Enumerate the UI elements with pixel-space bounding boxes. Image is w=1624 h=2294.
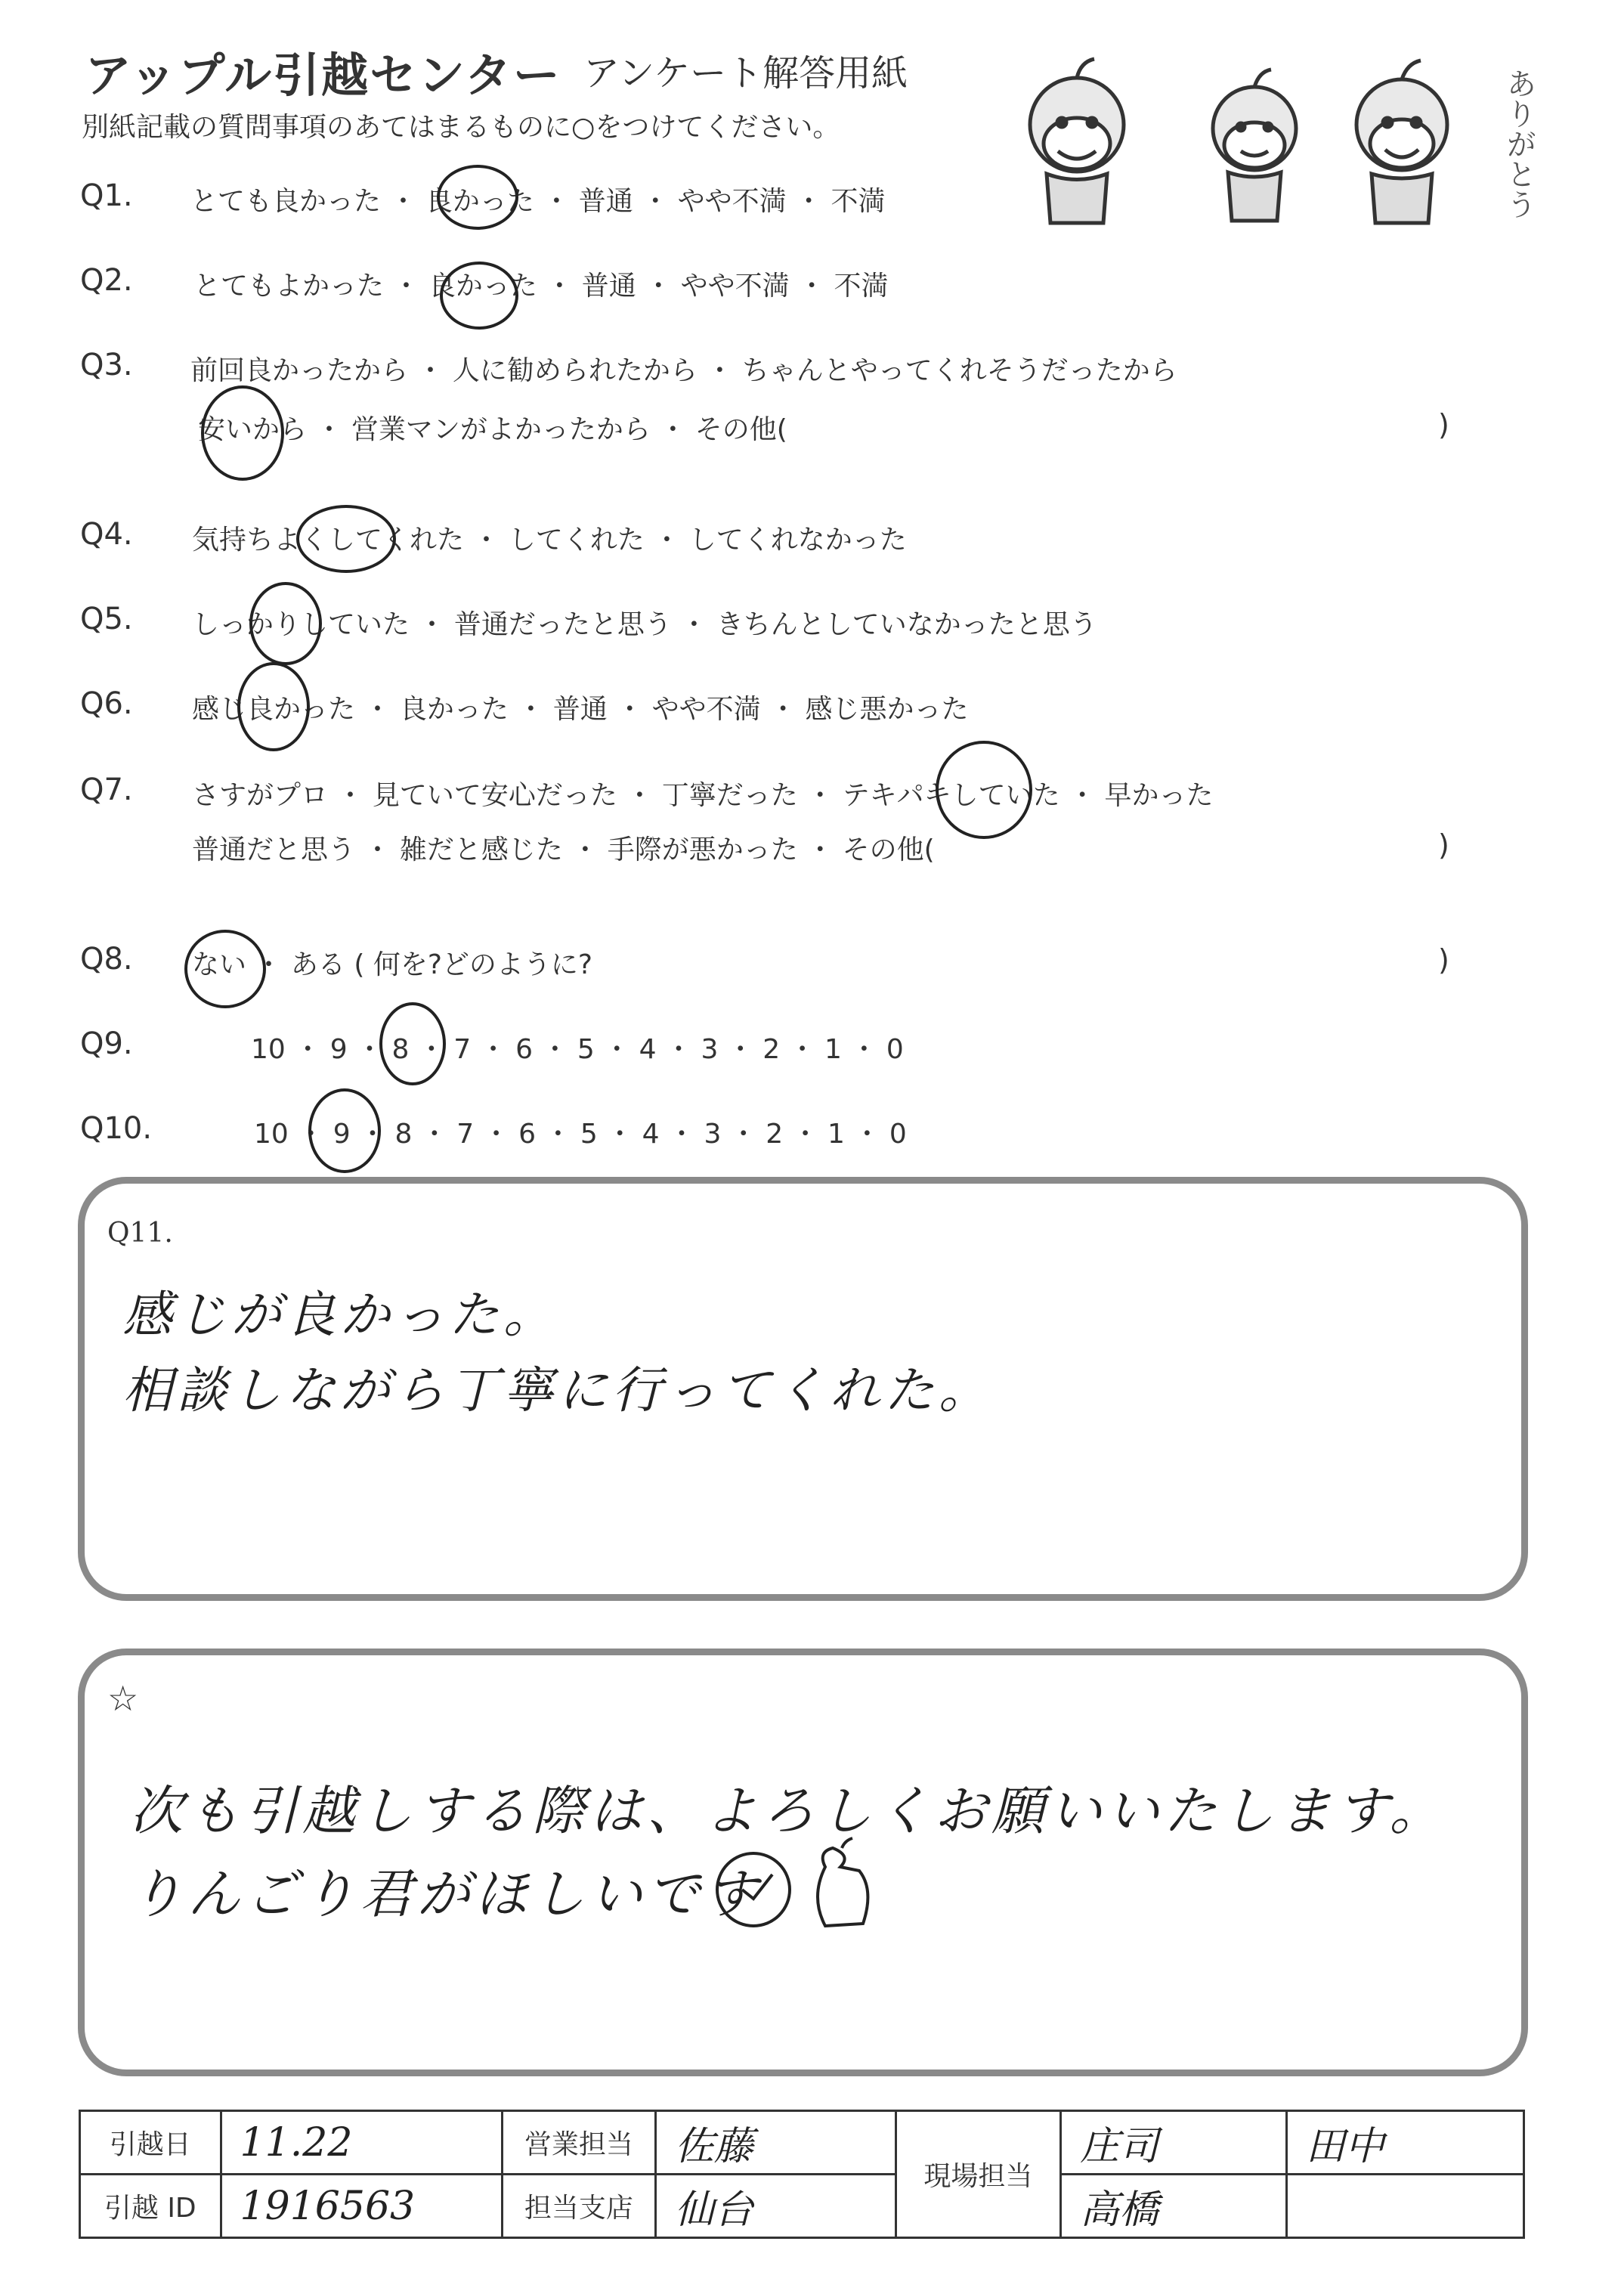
star-handwritten-line2: りんごり君がほしいです: [130, 1863, 762, 1925]
q8-label: Q8.: [80, 942, 133, 977]
sales-staff-value: 佐藤: [655, 2111, 896, 2175]
q3-options-line2: 安いから ・ 営業マンがよかったから ・ その他(: [198, 414, 787, 445]
q3-close-paren: ): [1438, 408, 1449, 441]
site-staff-4: [1286, 2175, 1523, 2238]
q11-handwritten-line2: 相談しながら丁寧に行ってくれた。: [122, 1361, 993, 1419]
q1-selection-circle: [437, 165, 518, 230]
q9-label: Q9.: [80, 1026, 133, 1061]
q7-close-paren: ): [1438, 828, 1449, 862]
branch-value: 仙台: [655, 2175, 896, 2238]
site-staff-label: 現場担当: [896, 2111, 1060, 2238]
site-staff-2: 田中: [1286, 2111, 1523, 2175]
q4-selection-circle: [296, 505, 396, 573]
q6-options: 感じ良かった ・ 良かった ・ 普通 ・ やや不満 ・ 感じ悪かった: [192, 694, 969, 725]
site-staff-1: 庄司: [1061, 2111, 1287, 2175]
q7-label: Q7.: [80, 772, 133, 807]
star-handwritten-line1: 次も引越しする際は、よろしくお願いいたします。: [130, 1780, 1447, 1842]
q5-label: Q5.: [80, 602, 133, 636]
q8-close-paren: ): [1438, 943, 1449, 977]
monkey-mascot-2-icon: [1213, 70, 1296, 221]
q9-options: 10 ・ 9 ・ 8 ・ 7 ・ 6 ・ 5 ・ 4 ・ 3 ・ 2 ・ 1 ・ 0: [251, 1034, 904, 1065]
form-title: アンケート解答用紙: [583, 52, 908, 94]
q3-selection-circle: [201, 385, 284, 481]
q7-selection-circle: [936, 741, 1032, 839]
q11-handwritten-line1: 感じが良かった。: [122, 1286, 558, 1344]
branch-label: 担当支店: [503, 2175, 656, 2238]
monkey-mascot-3-icon: [1356, 60, 1447, 223]
move-id-label: 引越 ID: [80, 2175, 221, 2238]
q2-label: Q2.: [80, 263, 133, 298]
mascot-caption: ありがとう: [1502, 68, 1536, 219]
q4-label: Q4.: [80, 517, 133, 552]
q3-options-line1: 前回良かったから ・ 人に勧められたから ・ ちゃんとやってくれそうだったから: [190, 355, 1177, 386]
star-comment-box: [78, 1649, 1528, 2076]
q1-label: Q1.: [80, 178, 133, 213]
q7-options-line2: 普通だと思う ・ 雑だと感じた ・ 手際が悪かった ・ その他(: [192, 834, 935, 865]
q3-label: Q3.: [80, 348, 133, 382]
apple-doodle-icon: [712, 1837, 893, 1935]
move-date-value: 11.22: [221, 2111, 502, 2175]
company-title: アップル引越センター: [85, 48, 561, 103]
q8-options: ない ・ ある ( 何を?どのように?: [192, 949, 593, 980]
q5-selection-circle: [249, 582, 322, 665]
star-icon: ☆: [107, 1678, 139, 1719]
instruction-text: 別紙記載の質問事項のあてはまるものに○をつけてください。: [82, 112, 840, 143]
q4-options: 気持ちよくしてくれた ・ してくれた ・ してくれなかった: [192, 525, 907, 556]
q6-selection-circle: [237, 662, 310, 751]
monkey-mascot-1-icon: [1030, 59, 1124, 223]
mascot-illustration: [1005, 53, 1536, 242]
q2-options: とてもよかった ・ 良かった ・ 普通 ・ やや不満 ・ 不満: [193, 271, 889, 302]
q7-options-line1: さすがプロ ・ 見ていて安心だった ・ 丁寧だった ・ テキパキしていた ・ 早かった: [192, 780, 1214, 811]
q1-options: とても良かった ・ 良かった ・ 普通 ・ やや不満 ・ 不満: [190, 186, 886, 217]
q2-selection-circle: [440, 262, 518, 330]
q9-selection-circle: [379, 1002, 446, 1085]
q11-comment-box: [78, 1177, 1528, 1601]
q10-options: 10 ・ 9 ・ 8 ・ 7 ・ 6 ・ 5 ・ 4 ・ 3 ・ 2 ・ 1 ・ 0: [254, 1119, 907, 1150]
q10-selection-circle: [308, 1088, 381, 1173]
q10-label: Q10.: [80, 1111, 153, 1146]
move-date-label: 引越日: [80, 2111, 221, 2175]
sales-staff-label: 営業担当: [503, 2111, 656, 2175]
q5-options: しっかりしていた ・ 普通だったと思う ・ きちんとしていなかったと思う: [192, 609, 1097, 640]
q6-label: Q6.: [80, 686, 133, 721]
q8-selection-circle: [184, 930, 266, 1008]
q11-label: Q11.: [107, 1218, 173, 1249]
move-id-value: 1916563: [221, 2175, 502, 2238]
site-staff-3: 高橋: [1061, 2175, 1287, 2238]
footer-info-table: [79, 2110, 1525, 2239]
